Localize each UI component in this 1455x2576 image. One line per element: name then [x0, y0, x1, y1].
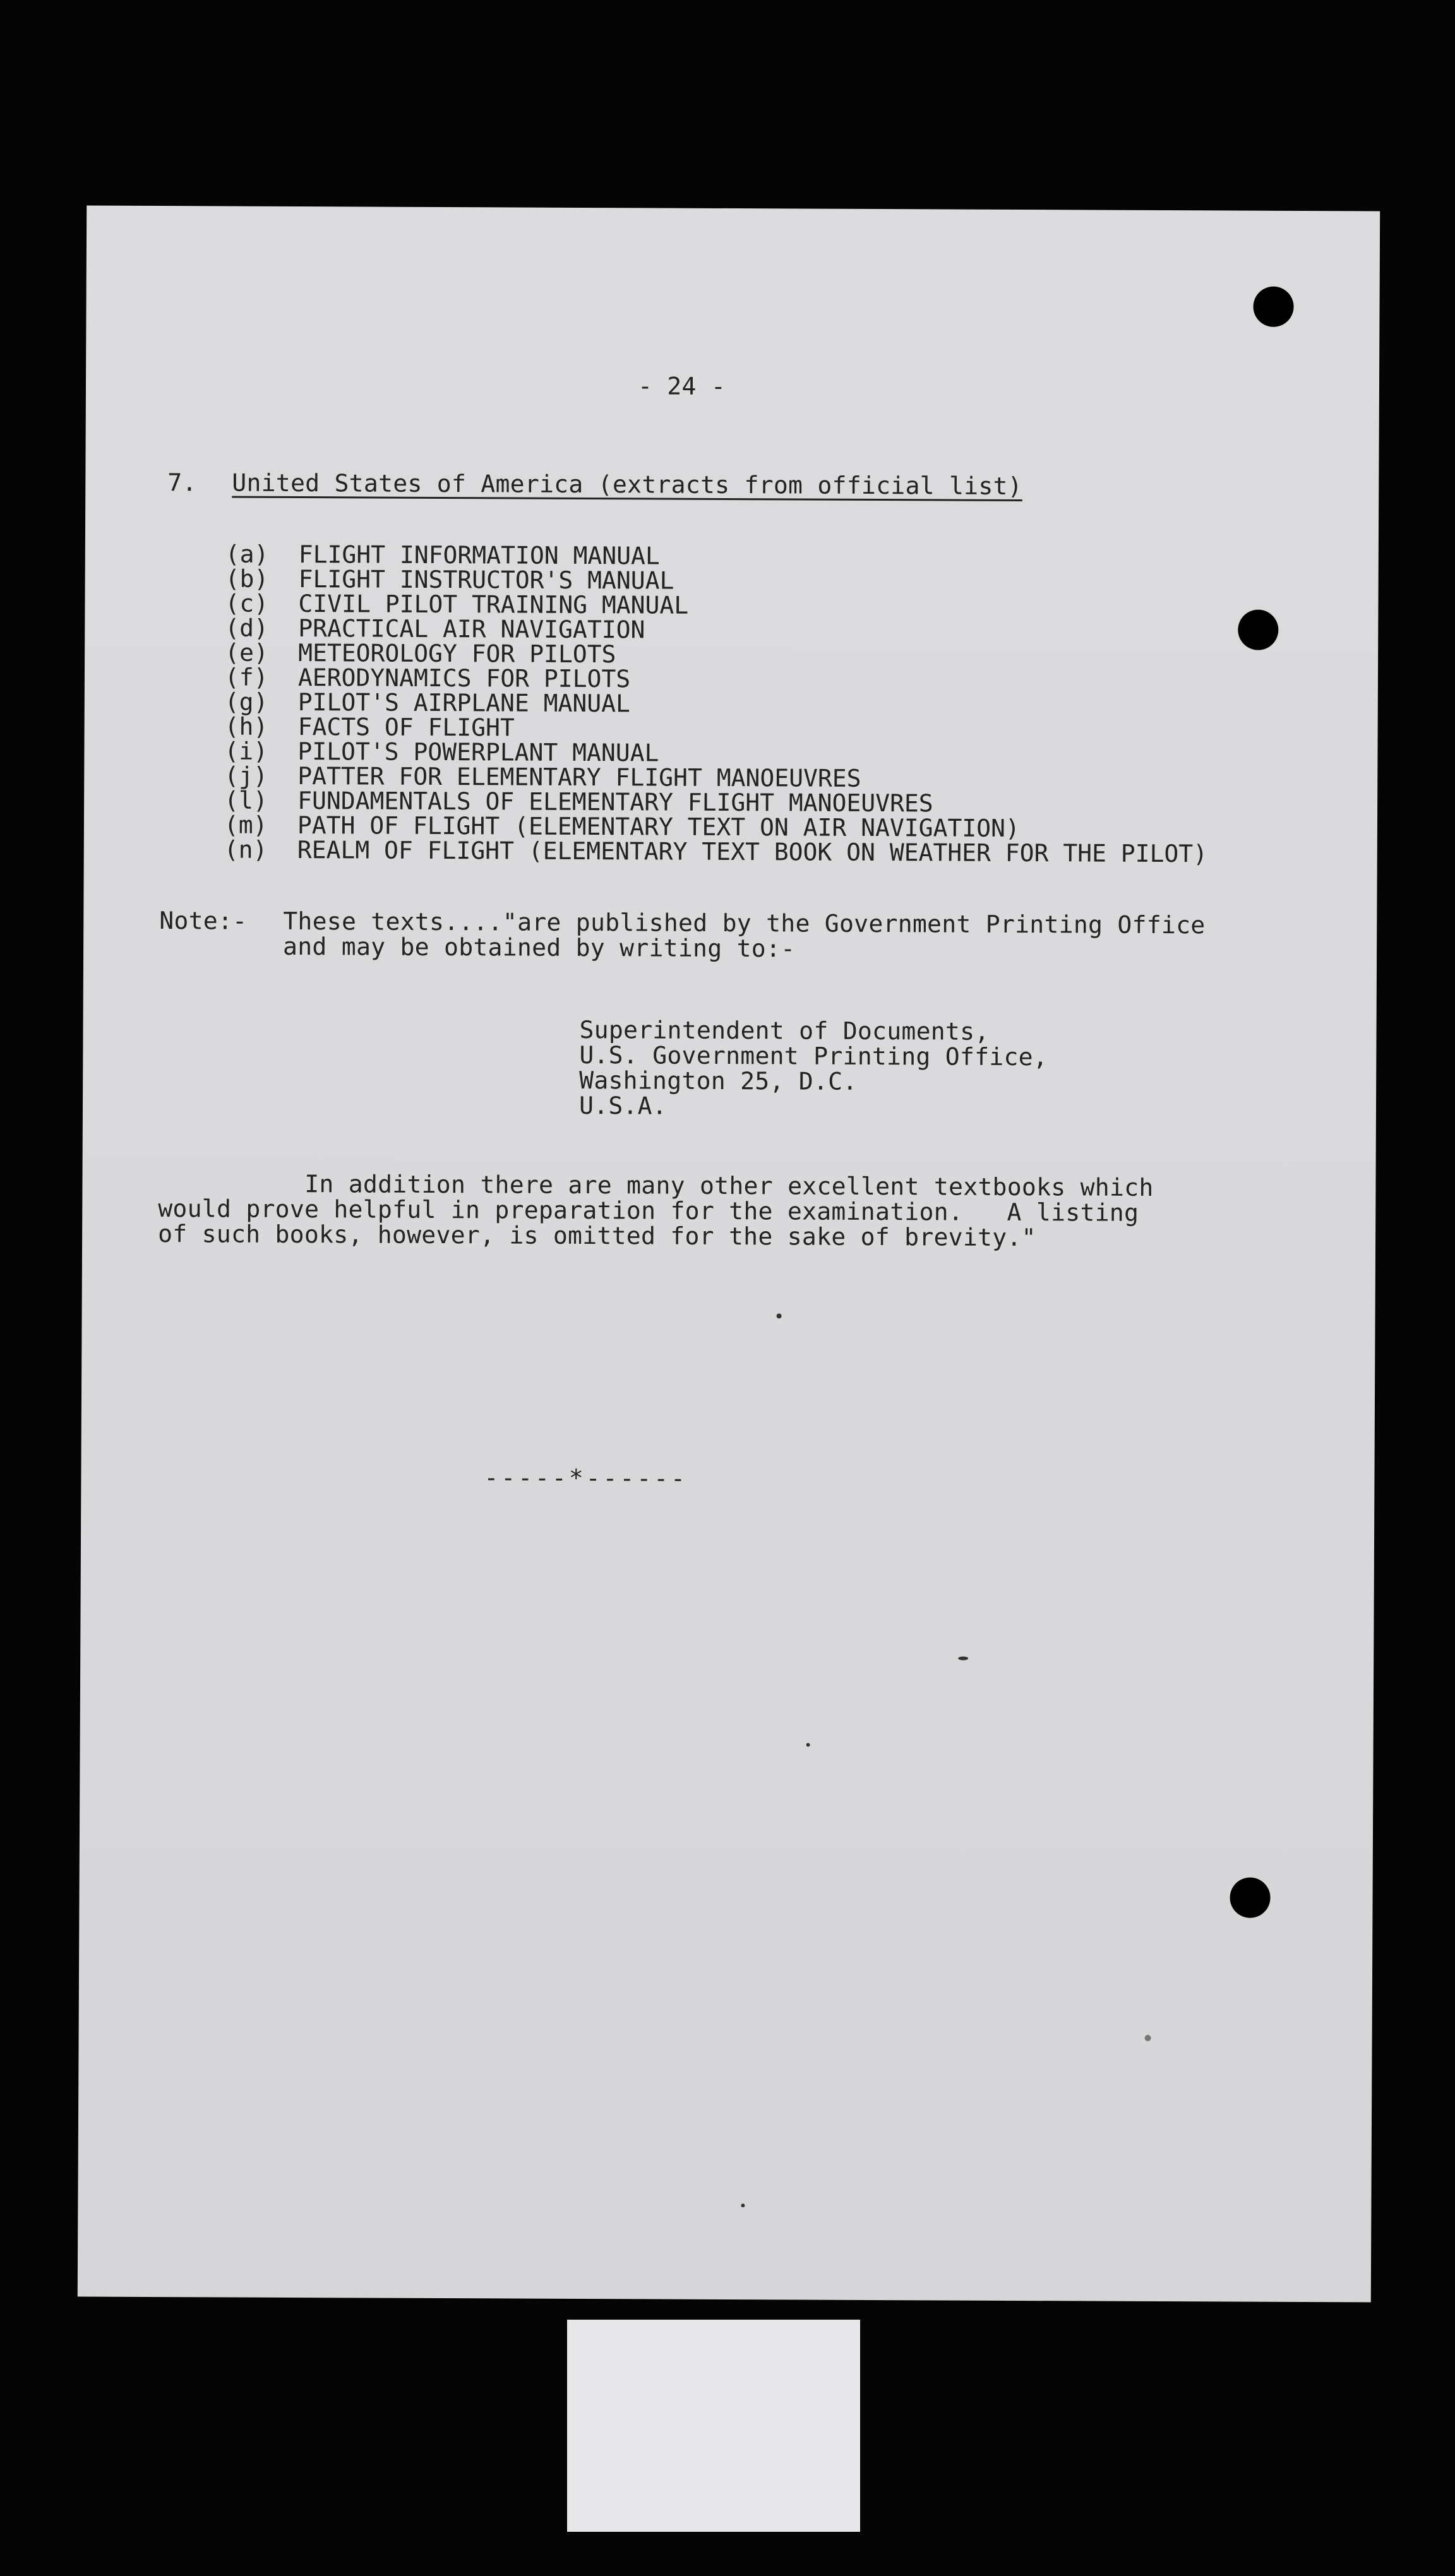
- list-item-letter: (f): [224, 663, 268, 691]
- list-item-text: CIVIL PILOT TRAINING MANUAL: [298, 590, 689, 619]
- document-page: [78, 206, 1380, 2303]
- list-item-text: AERODYNAMICS FOR PILOTS: [297, 664, 631, 693]
- section-number: 7.: [167, 468, 197, 497]
- list-item-letter: (n): [224, 835, 268, 864]
- list-item-letter: (e): [225, 638, 268, 667]
- paper-speck: [777, 1313, 782, 1318]
- list-item-text: PILOT'S POWERPLANT MANUAL: [297, 737, 659, 767]
- punch-hole-top: [1253, 287, 1293, 327]
- list-item-text: FLIGHT INFORMATION MANUAL: [298, 540, 660, 570]
- punch-hole-middle: [1238, 610, 1278, 650]
- list-item-letter: (c): [225, 589, 269, 617]
- list-item-letter: (m): [224, 811, 268, 839]
- list-item-text: FUNDAMENTALS OF ELEMENTARY FLIGHT MANOEUVRES: [297, 787, 933, 818]
- list-item-letter: (i): [224, 737, 268, 765]
- list-item-letter: (g): [224, 688, 268, 716]
- page-number: - 24 -: [637, 372, 726, 400]
- mailing-address: Superintendent of Documents, U.S. Government Printing Office, Washington 25, D.C. U.S.A.: [578, 1015, 1048, 1120]
- list-item-text: PILOT'S AIRPLANE MANUAL: [297, 688, 631, 718]
- punch-hole-bottom: [1230, 1877, 1270, 1917]
- note-text: These texts...."are published by the Government Printing Office and may be obtained by writing to:-: [283, 907, 1206, 963]
- paper-speck: [806, 1743, 810, 1747]
- list-item-letter: (h): [224, 712, 268, 741]
- paper-speck: [958, 1657, 968, 1661]
- list-item-text: METEOROLOGY FOR PILOTS: [298, 639, 616, 669]
- end-divider: -----*------: [484, 1464, 688, 1493]
- list-item-text: FACTS OF FLIGHT: [297, 713, 515, 742]
- closing-paragraph: In addition there are many other excellent textbooks which would prove helpful in preparation for the examination. A listing of such books, however, is omitted for the sake of brevity.": [158, 1169, 1154, 1252]
- list-item-text: PRACTICAL AIR NAVIGATION: [298, 614, 645, 644]
- list-item-letter: (d): [225, 614, 269, 642]
- list-item: [224, 835, 1208, 868]
- list-item-letter: (j): [224, 761, 268, 790]
- list-item-text: FLIGHT INSTRUCTOR'S MANUAL: [298, 565, 674, 595]
- blank-slip: [567, 2320, 860, 2532]
- paper-speck: [741, 2203, 745, 2207]
- list-item-text: REALM OF FLIGHT (ELEMENTARY TEXT BOOK ON WEATHER FOR THE PILOT): [297, 836, 1208, 868]
- list-item-letter: (a): [225, 540, 269, 568]
- list-item-letter: (l): [224, 786, 268, 814]
- section-title: United States of America (extracts from official list): [232, 468, 1023, 501]
- list-item-text: PATTER FOR ELEMENTARY FLIGHT MANOEUVRES: [297, 762, 861, 792]
- note-label: Note:-: [159, 907, 248, 935]
- list-item-letter: (b): [225, 564, 269, 593]
- list-item-text: PATH OF FLIGHT (ELEMENTARY TEXT ON AIR NAVIGATION): [297, 811, 1020, 843]
- paper-speck: [1145, 2035, 1151, 2041]
- manual-list: [224, 542, 1209, 867]
